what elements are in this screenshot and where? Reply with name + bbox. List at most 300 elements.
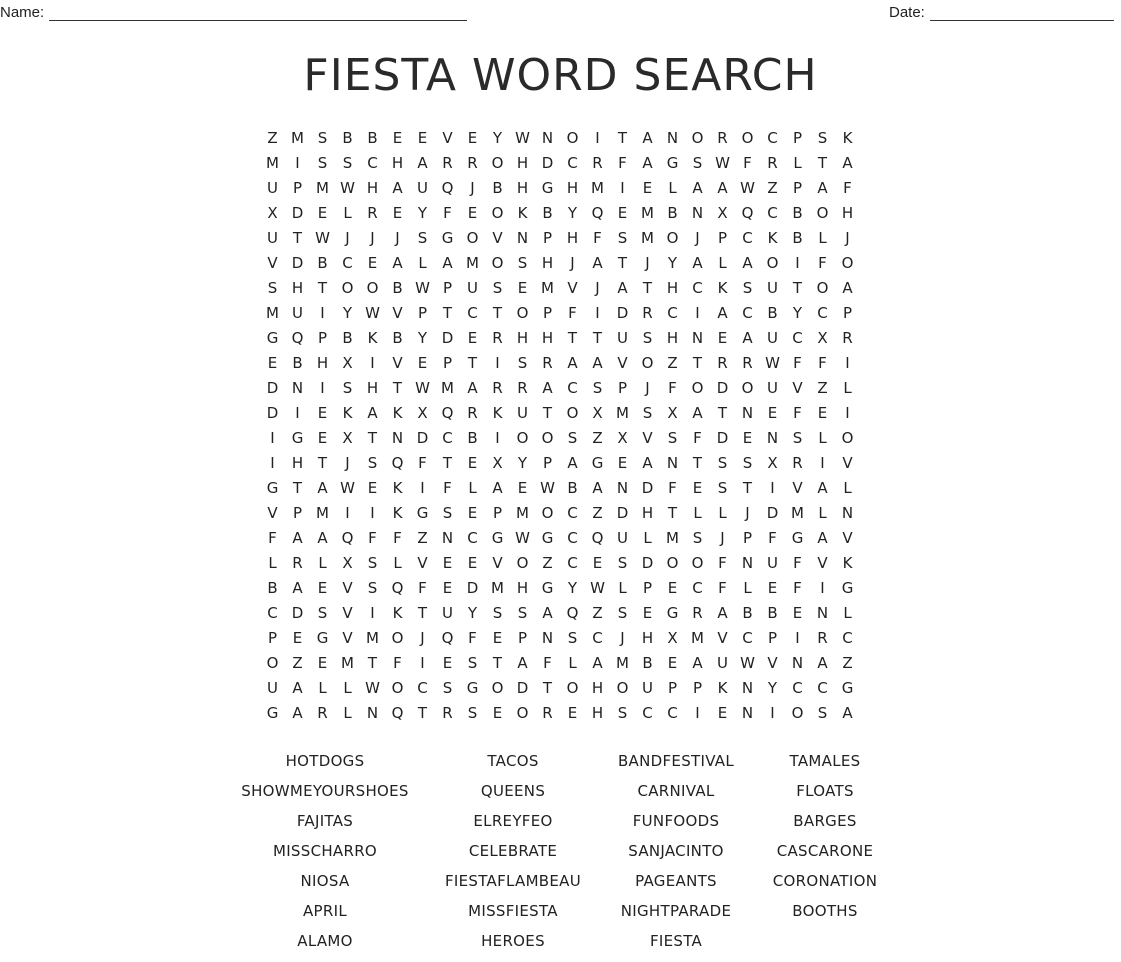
grid-letter: I — [795, 628, 800, 647]
grid-letter: O — [841, 253, 854, 272]
grid-letter: C — [692, 578, 703, 597]
grid-letter: M — [341, 653, 354, 672]
grid-letter: C — [667, 703, 678, 722]
word-bank-item: TAMALES — [789, 752, 861, 770]
grid-letter: A — [317, 528, 328, 547]
grid-letter: E — [642, 603, 653, 622]
grid-letter: X — [817, 328, 828, 347]
grid-letter: A — [817, 528, 828, 547]
grid-letter: I — [420, 478, 425, 497]
grid-letter: P — [292, 178, 303, 197]
word-bank-item: MISSCHARRO — [272, 842, 378, 860]
grid-letter: M — [441, 378, 454, 397]
name-field — [0, 4, 467, 21]
grid-letter: S — [342, 153, 353, 172]
grid-letter: M — [791, 503, 804, 522]
grid-letter: G — [841, 678, 854, 697]
grid-letter: S — [617, 603, 628, 622]
grid-letter: F — [843, 178, 852, 197]
grid-letter: M — [641, 203, 654, 222]
word-bank-item: BANDFESTIVAL — [617, 752, 735, 770]
grid-letter: K — [342, 403, 353, 422]
grid-letter: H — [641, 628, 654, 647]
grid-letter: A — [417, 153, 428, 172]
grid-row — [260, 175, 860, 200]
grid-letter: C — [692, 278, 703, 297]
grid-letter: C — [767, 128, 778, 147]
grid-row — [260, 650, 860, 675]
grid-letter: M — [516, 503, 529, 522]
grid-letter: O — [491, 678, 504, 697]
grid-letter: M — [266, 153, 279, 172]
word-bank-item: TACOS — [487, 752, 539, 770]
grid-letter: O — [816, 278, 829, 297]
grid-letter: R — [842, 328, 853, 347]
grid-letter: F — [393, 528, 402, 547]
grid-letter: E — [617, 453, 628, 472]
grid-letter: M — [291, 128, 304, 147]
grid-letter: W — [340, 478, 355, 497]
grid-letter: S — [517, 253, 528, 272]
grid-letter: L — [818, 428, 827, 447]
grid-letter: C — [567, 503, 578, 522]
grid-letter: S — [467, 653, 478, 672]
grid-letter: G — [541, 528, 554, 547]
grid-letter: S — [467, 703, 478, 722]
grid-letter: O — [791, 703, 804, 722]
grid-letter: T — [492, 653, 503, 672]
grid-letter: H — [316, 353, 329, 372]
grid-letter: O — [766, 253, 779, 272]
grid-letter: U — [617, 328, 628, 347]
grid-letter: Z — [292, 653, 303, 672]
grid-letter: M — [541, 278, 554, 297]
grid-letter: C — [767, 203, 778, 222]
grid-letter: E — [667, 653, 678, 672]
grid-letter: S — [692, 153, 703, 172]
name-label: Name: — [0, 4, 45, 21]
grid-letter: J — [595, 278, 600, 297]
grid-letter: C — [817, 678, 828, 697]
grid-letter: U — [267, 228, 278, 247]
grid-letter: F — [418, 578, 427, 597]
grid-letter: E — [392, 203, 403, 222]
grid-letter: S — [367, 578, 378, 597]
grid-letter: U — [517, 403, 528, 422]
date-blank-line[interactable] — [930, 6, 1114, 21]
word-bank-row — [0, 812, 1121, 842]
grid-letter: X — [342, 553, 353, 572]
grid-letter: C — [442, 428, 453, 447]
grid-letter: L — [668, 178, 677, 197]
grid-letter: I — [420, 653, 425, 672]
grid-letter: I — [270, 453, 275, 472]
grid-letter: V — [842, 453, 853, 472]
grid-letter: H — [366, 178, 379, 197]
grid-letter: K — [392, 403, 403, 422]
grid-letter: W — [515, 528, 530, 547]
word-bank-item: CARNIVAL — [637, 782, 715, 800]
grid-letter: I — [595, 303, 600, 322]
grid-letter: H — [291, 278, 304, 297]
grid-letter: L — [568, 653, 577, 672]
grid-letter: B — [792, 228, 803, 247]
grid-letter: A — [692, 653, 703, 672]
grid-letter: S — [317, 153, 328, 172]
grid-letter: I — [695, 303, 700, 322]
grid-letter: O — [566, 128, 579, 147]
grid-letter: Y — [667, 253, 678, 272]
word-bank-item: MISSFIESTA — [468, 902, 558, 920]
grid-letter: T — [692, 453, 703, 472]
grid-letter: H — [641, 503, 654, 522]
page-title: FIESTA WORD SEARCH — [303, 50, 818, 101]
grid-letter: E — [742, 428, 753, 447]
grid-letter: E — [317, 653, 328, 672]
grid-letter: T — [492, 303, 503, 322]
grid-letter: E — [292, 628, 303, 647]
grid-letter: K — [392, 478, 403, 497]
grid-letter: F — [443, 478, 452, 497]
grid-letter: N — [741, 553, 754, 572]
grid-letter: L — [468, 478, 477, 497]
grid-letter: J — [620, 628, 625, 647]
grid-letter: J — [470, 178, 475, 197]
grid-letter: X — [717, 203, 728, 222]
grid-letter: P — [742, 528, 753, 547]
grid-letter: F — [718, 553, 727, 572]
grid-letter: S — [317, 128, 328, 147]
grid-letter: V — [342, 603, 353, 622]
grid-letter: U — [617, 528, 628, 547]
grid-letter: O — [566, 678, 579, 697]
grid-letter: B — [367, 128, 378, 147]
grid-letter: R — [292, 553, 303, 572]
grid-letter: D — [266, 378, 279, 397]
grid-letter: D — [441, 328, 454, 347]
grid-letter: B — [392, 278, 403, 297]
grid-letter: E — [717, 703, 728, 722]
grid-letter: Z — [592, 428, 603, 447]
grid-letter: L — [743, 578, 752, 597]
grid-letter: K — [842, 128, 853, 147]
word-bank-item: PAGEANTS — [635, 872, 717, 890]
grid-letter: I — [495, 353, 500, 372]
grid-letter: I — [295, 153, 300, 172]
grid-row — [260, 325, 860, 350]
grid-letter: G — [291, 428, 304, 447]
grid-letter: Y — [492, 128, 503, 147]
grid-letter: A — [292, 528, 303, 547]
grid-letter: Z — [592, 603, 603, 622]
grid-letter: T — [292, 478, 303, 497]
grid-letter: K — [842, 553, 853, 572]
grid-letter: I — [270, 428, 275, 447]
grid-letter: T — [467, 353, 478, 372]
grid-letter: U — [767, 328, 778, 347]
date-field — [889, 4, 1114, 21]
grid-letter: B — [667, 203, 678, 222]
grid-letter: Q — [591, 528, 604, 547]
grid-letter: U — [417, 178, 428, 197]
grid-letter: P — [542, 303, 553, 322]
grid-letter: L — [818, 503, 827, 522]
word-bank-row — [0, 932, 1121, 962]
letter-grid — [260, 125, 860, 725]
grid-letter: A — [817, 178, 828, 197]
grid-letter: T — [792, 278, 803, 297]
grid-letter: U — [442, 603, 453, 622]
grid-letter: T — [442, 303, 453, 322]
grid-letter: X — [342, 428, 353, 447]
grid-letter: E — [492, 703, 503, 722]
grid-letter: E — [642, 178, 653, 197]
grid-letter: J — [745, 503, 750, 522]
grid-letter: T — [417, 703, 428, 722]
grid-letter: S — [717, 478, 728, 497]
grid-letter: L — [843, 478, 852, 497]
grid-letter: J — [845, 228, 850, 247]
grid-letter: P — [767, 628, 778, 647]
grid-letter: Y — [417, 328, 428, 347]
grid-letter: I — [795, 253, 800, 272]
grid-letter: V — [417, 553, 428, 572]
grid-letter: C — [742, 628, 753, 647]
grid-letter: V — [792, 378, 803, 397]
grid-letter: A — [692, 178, 703, 197]
grid-letter: Q — [741, 203, 754, 222]
grid-letter: A — [842, 278, 853, 297]
grid-letter: F — [593, 228, 602, 247]
grid-letter: A — [442, 253, 453, 272]
grid-letter: V — [792, 478, 803, 497]
grid-letter: U — [767, 553, 778, 572]
grid-letter: O — [816, 203, 829, 222]
grid-letter: C — [817, 303, 828, 322]
grid-letter: F — [468, 628, 477, 647]
grid-letter: F — [668, 478, 677, 497]
word-bank-row — [0, 872, 1121, 902]
grid-letter: O — [541, 503, 554, 522]
grid-letter: S — [717, 453, 728, 472]
grid-letter: H — [666, 328, 679, 347]
grid-letter: J — [645, 253, 650, 272]
grid-letter: A — [642, 453, 653, 472]
grid-letter: C — [792, 678, 803, 697]
grid-letter: B — [392, 328, 403, 347]
grid-letter: H — [291, 453, 304, 472]
grid-letter: B — [342, 328, 353, 347]
grid-letter: A — [517, 653, 528, 672]
grid-letter: T — [367, 653, 378, 672]
grid-letter: F — [693, 428, 702, 447]
grid-letter: E — [392, 128, 403, 147]
word-bank-item: APRIL — [302, 902, 348, 920]
grid-letter: F — [793, 403, 802, 422]
grid-letter: T — [292, 228, 303, 247]
grid-letter: C — [667, 303, 678, 322]
grid-row — [260, 500, 860, 525]
grid-letter: S — [367, 453, 378, 472]
grid-letter: P — [842, 303, 853, 322]
grid-letter: L — [343, 203, 352, 222]
grid-letter: O — [491, 153, 504, 172]
grid-letter: T — [542, 678, 553, 697]
grid-letter: G — [666, 603, 679, 622]
grid-letter: O — [691, 553, 704, 572]
grid-letter: Q — [591, 203, 604, 222]
grid-letter: F — [418, 453, 427, 472]
grid-letter: B — [767, 303, 778, 322]
grid-letter: A — [392, 178, 403, 197]
grid-letter: W — [590, 578, 605, 597]
grid-letter: L — [843, 378, 852, 397]
grid-letter: F — [793, 353, 802, 372]
grid-letter: N — [666, 128, 679, 147]
grid-letter: X — [667, 628, 678, 647]
grid-letter: D — [291, 603, 304, 622]
grid-letter: M — [641, 228, 654, 247]
grid-letter: U — [467, 278, 478, 297]
word-bank-row — [0, 902, 1121, 932]
grid-letter: Q — [341, 528, 354, 547]
grid-letter: O — [841, 428, 854, 447]
grid-letter: U — [292, 303, 303, 322]
grid-letter: B — [767, 603, 778, 622]
grid-letter: D — [766, 503, 779, 522]
word-bank-item: SHOWMEYOURSHOES — [241, 782, 409, 800]
grid-letter: Q — [391, 453, 404, 472]
grid-letter: E — [317, 428, 328, 447]
grid-letter: P — [642, 578, 653, 597]
word-bank-item: CELEBRATE — [468, 842, 558, 860]
grid-letter: E — [467, 328, 478, 347]
grid-letter: R — [742, 353, 753, 372]
grid-letter: N — [291, 378, 304, 397]
grid-row — [260, 450, 860, 475]
grid-letter: O — [516, 303, 529, 322]
grid-letter: I — [620, 178, 625, 197]
word-bank-row — [0, 782, 1121, 812]
grid-letter: H — [541, 253, 554, 272]
grid-letter: A — [717, 178, 728, 197]
grid-letter: O — [741, 378, 754, 397]
grid-letter: E — [667, 578, 678, 597]
grid-row — [260, 375, 860, 400]
grid-letter: V — [567, 278, 578, 297]
grid-letter: L — [818, 228, 827, 247]
grid-letter: A — [817, 653, 828, 672]
grid-letter: O — [516, 553, 529, 572]
grid-letter: D — [616, 503, 629, 522]
grid-letter: N — [541, 628, 554, 647]
grid-letter: A — [292, 703, 303, 722]
grid-letter: E — [467, 553, 478, 572]
grid-letter: U — [767, 378, 778, 397]
grid-letter: V — [717, 628, 728, 647]
grid-letter: B — [567, 478, 578, 497]
word-bank-item: FUNFOODS — [632, 812, 720, 830]
grid-letter: V — [342, 628, 353, 647]
grid-row — [260, 600, 860, 625]
grid-letter: E — [442, 578, 453, 597]
grid-letter: Y — [417, 203, 428, 222]
grid-letter: A — [717, 603, 728, 622]
grid-row — [260, 550, 860, 575]
grid-letter: L — [718, 503, 727, 522]
grid-letter: V — [767, 653, 778, 672]
grid-letter: Q — [566, 603, 579, 622]
grid-letter: M — [466, 253, 479, 272]
grid-letter: K — [517, 203, 528, 222]
grid-letter: E — [367, 478, 378, 497]
grid-letter: A — [817, 478, 828, 497]
grid-letter: G — [791, 528, 804, 547]
grid-letter: E — [567, 703, 578, 722]
grid-row — [260, 475, 860, 500]
grid-letter: D — [466, 578, 479, 597]
grid-letter: G — [591, 453, 604, 472]
grid-letter: S — [417, 228, 428, 247]
grid-letter: N — [741, 403, 754, 422]
grid-letter: S — [592, 378, 603, 397]
grid-letter: J — [345, 228, 350, 247]
grid-letter: P — [692, 678, 703, 697]
grid-letter: N — [816, 603, 829, 622]
word-bank-item: FIESTAFLAMBEAU — [444, 872, 582, 890]
grid-letter: Q — [441, 178, 454, 197]
grid-letter: I — [820, 578, 825, 597]
grid-letter: W — [715, 153, 730, 172]
grid-letter: E — [692, 478, 703, 497]
grid-letter: S — [517, 353, 528, 372]
grid-letter: P — [617, 378, 628, 397]
grid-letter: R — [792, 453, 803, 472]
grid-letter: V — [267, 253, 278, 272]
grid-letter: U — [267, 678, 278, 697]
grid-letter: J — [345, 453, 350, 472]
grid-letter: O — [491, 203, 504, 222]
grid-letter: A — [592, 353, 603, 372]
grid-letter: V — [392, 303, 403, 322]
grid-letter: E — [517, 278, 528, 297]
grid-letter: S — [517, 603, 528, 622]
grid-letter: X — [342, 353, 353, 372]
grid-letter: I — [345, 503, 350, 522]
grid-letter: H — [841, 203, 854, 222]
grid-letter: R — [717, 353, 728, 372]
grid-letter: X — [492, 453, 503, 472]
grid-letter: H — [541, 328, 554, 347]
grid-letter: V — [492, 228, 503, 247]
grid-letter: Z — [267, 128, 278, 147]
grid-letter: Y — [792, 303, 803, 322]
name-blank-line[interactable] — [49, 6, 467, 21]
grid-letter: Y — [567, 203, 578, 222]
grid-letter: B — [542, 203, 553, 222]
grid-letter: A — [692, 403, 703, 422]
grid-letter: C — [467, 528, 478, 547]
grid-letter: O — [541, 428, 554, 447]
grid-letter: M — [616, 403, 629, 422]
grid-letter: E — [767, 578, 778, 597]
grid-letter: P — [517, 628, 528, 647]
grid-letter: O — [516, 428, 529, 447]
grid-letter: P — [667, 678, 678, 697]
grid-letter: R — [717, 128, 728, 147]
grid-letter: O — [391, 678, 404, 697]
grid-letter: Q — [391, 578, 404, 597]
